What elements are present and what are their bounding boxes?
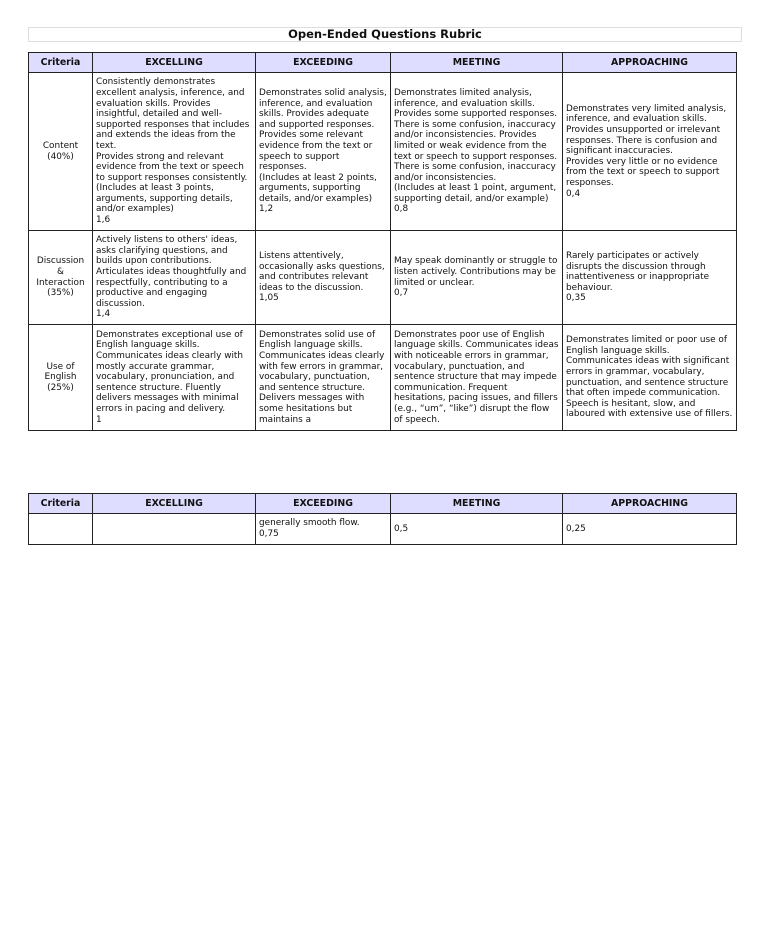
excelling-cell: Actively listens to others' ideas, asks clarifying questions, and builds upon contributions. Articulates ideas thoughtfully and respectfully, contributing to a productive and engaging discussion. 1,4 (93, 231, 256, 325)
header-approaching: APPROACHING (563, 53, 737, 73)
criteria-cell (29, 514, 93, 545)
header-meeting: MEETING (391, 53, 563, 73)
exceeding-cell: generally smooth flow. 0,75 (256, 514, 391, 545)
excelling-cell (93, 514, 256, 545)
header-exceeding: EXCEEDING (256, 494, 391, 514)
meeting-cell: May speak dominantly or struggle to listen actively. Contributions may be limited or unclear. 0,7 (391, 231, 563, 325)
header-meeting: MEETING (391, 494, 563, 514)
criteria-cell: Content (40%) (29, 73, 93, 231)
rubric-table (28, 52, 737, 431)
excelling-cell: Demonstrates exceptional use of English language skills. Communicates ideas clearly with mostly accurate grammar, vocabulary, pronunciation, and sentence structure. Fluently delivers messages with minimal errors in pacing and delivery. 1 (93, 325, 256, 431)
header-excelling: EXCELLING (93, 53, 256, 73)
meeting-cell: Demonstrates poor use of English language skills. Communicates ideas with noticeable errors in grammar, vocabulary, punctuation, and sentence structure that may impede communication. Frequent hesitations, pacing issues, and fillers (e.g., “um”, “like”) disrupt the flow of speech. (391, 325, 563, 431)
criteria-cell: Discussion & Interaction (35%) (29, 231, 93, 325)
header-criteria: Criteria (29, 53, 93, 73)
rubric-table-continued (28, 493, 737, 545)
approaching-cell: Rarely participates or actively disrupts the discussion through inattentiveness or inappropriate behaviour. 0,35 (563, 231, 737, 325)
exceeding-cell: Demonstrates solid analysis, inference, and evaluation skills. Provides adequate and supported responses. Provides some relevant evidence from the text or speech to support responses. (Includes at least 2 points, arguments, supporting details, and/or examples) 1,2 (256, 73, 391, 231)
header-row (29, 494, 737, 514)
title-bar (28, 27, 742, 42)
row-discussion (29, 231, 737, 325)
document-title: Open-Ended Questions Rubric (288, 27, 482, 41)
header-approaching: APPROACHING (563, 494, 737, 514)
header-row (29, 53, 737, 73)
meeting-cell: 0,5 (391, 514, 563, 545)
row-content (29, 73, 737, 231)
approaching-cell: Demonstrates limited or poor use of English language skills. Communicates ideas with significant errors in grammar, vocabulary, punctuation, and sentence structure that often impede communication. Speech is hesitant, slow, and laboured with extensive use of fillers. (563, 325, 737, 431)
header-excelling: EXCELLING (93, 494, 256, 514)
criteria-cell: Use of English (25%) (29, 325, 93, 431)
meeting-cell: Demonstrates limited analysis, inference, and evaluation skills. Provides some supported responses. There is some confusion, inaccuracy and/or inconsistencies. Provides limited or weak evidence from the text or speech to support responses. There is some confusion, inaccuracy and/or inconsistencies. (Includes at least 1 point, argument, supporting detail, and/or example) 0,8 (391, 73, 563, 231)
header-exceeding: EXCEEDING (256, 53, 391, 73)
header-criteria: Criteria (29, 494, 93, 514)
row-use-of-english (29, 325, 737, 431)
exceeding-cell: Listens attentively, occasionally asks questions, and contributes relevant ideas to the discussion. 1,05 (256, 231, 391, 325)
approaching-cell: Demonstrates very limited analysis, inference, and evaluation skills. Provides unsupported or irrelevant responses. There is confusion and significant inaccuracies. Provides very little or no evidence from the text or speech to support responses. 0,4 (563, 73, 737, 231)
approaching-cell: 0,25 (563, 514, 737, 545)
exceeding-cell: Demonstrates solid use of English language skills. Communicates ideas clearly with few errors in grammar, vocabulary, punctuation, and sentence structure. Delivers messages with some hesitations but maintains a (256, 325, 391, 431)
excelling-cell: Consistently demonstrates excellent analysis, inference, and evaluation skills. Provides insightful, detailed and well-supported responses that includes and extends the ideas from the text. Provides strong and relevant evidence from the text or speech to support responses consistently. (Includes at least 3 points, arguments, supporting details, and/or examples) 1,6 (93, 73, 256, 231)
row-use-of-english-continued (29, 514, 737, 545)
